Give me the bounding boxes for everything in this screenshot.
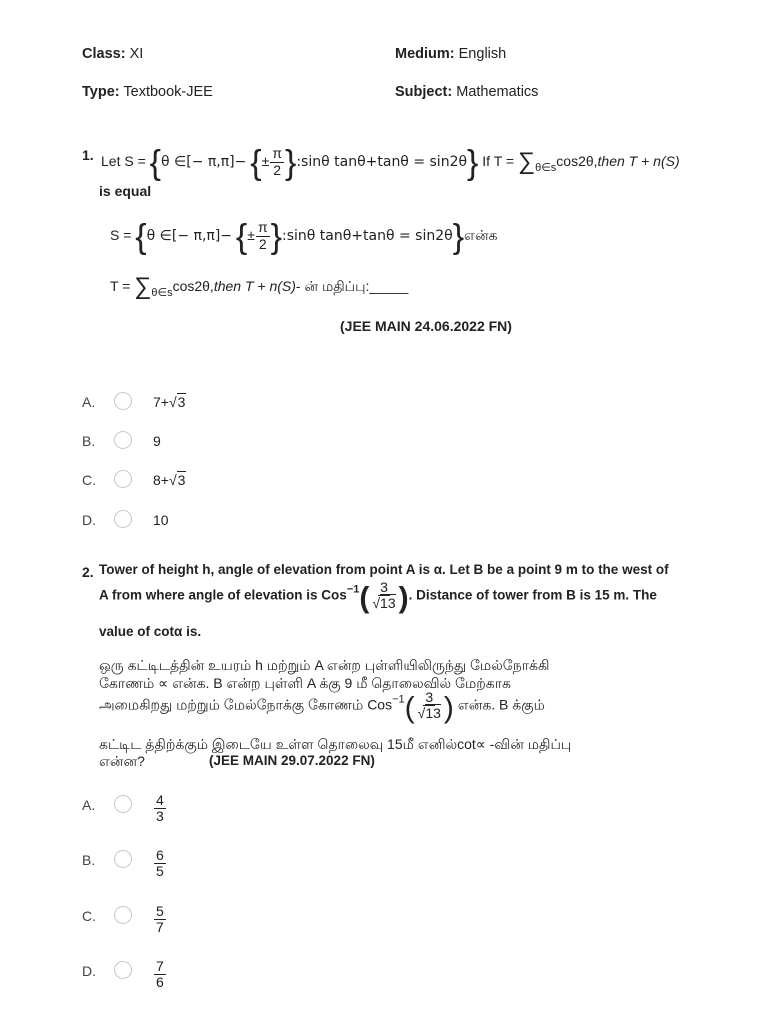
question-2-source: (JEE MAIN 29.07.2022 FN) [209, 753, 375, 768]
open-brace-inner: { [250, 144, 262, 182]
frac-den: 7 [156, 919, 164, 936]
question-1-tamil-line-1 [110, 220, 498, 254]
option-letter: D. [82, 512, 96, 528]
q2-option-c[interactable] [82, 904, 382, 944]
pi-over-2 [270, 146, 284, 178]
q2-cos-text: A from where angle of elevation is Cos [99, 587, 347, 603]
open-brace: { [149, 144, 162, 182]
option-value: 10 [153, 512, 169, 528]
open-brace: { [135, 218, 147, 256]
sigma-symbol: ∑ [134, 273, 152, 300]
question-2-line-3: value of cotα is. [99, 624, 202, 639]
sigma-sub: θ∈s [151, 287, 173, 299]
open-paren: ( [404, 691, 415, 725]
type-value: Textbook-JEE [123, 84, 213, 100]
sigma-sub: θ∈s [535, 162, 557, 174]
q1-condition: :sinθ tanθ+tanθ = sin2θ [296, 154, 468, 170]
question-1-source: (JEE MAIN 24.06.2022 FN) [340, 318, 512, 334]
q1-tamil-t: T = [110, 278, 131, 294]
superscript: −1 [346, 583, 360, 596]
option-letter: C. [82, 908, 96, 924]
option-letter: D. [82, 963, 96, 979]
question-2-line-2 [99, 580, 657, 613]
question-1-tamil-line-2 [110, 273, 408, 301]
radio-button[interactable] [114, 906, 132, 924]
subject-field [395, 84, 538, 100]
option-letter: C. [82, 472, 96, 488]
q1-tamil-s: S = [110, 227, 132, 243]
radio-button[interactable] [114, 431, 132, 449]
option-letter: A. [82, 394, 96, 410]
q1-tamil-set: θ ∈[− π,π]− [146, 228, 233, 244]
question-2-line-1: Tower of height h, angle of elevation from point A is α. Let B be a point 9 m to the west of [99, 562, 669, 577]
sqrt-symbol: √3 [168, 394, 186, 410]
sqrt-radicand: 13 [380, 595, 396, 612]
subject-value: Mathematics [456, 84, 539, 100]
q1-pm: ± [261, 153, 270, 169]
q1-tamil-pm: ± [247, 227, 255, 243]
q2-option-d[interactable] [82, 959, 382, 999]
frac-num: 3 [425, 689, 434, 705]
option-fraction [154, 793, 166, 825]
frac-den: 2 [258, 235, 267, 252]
question-1-statement [101, 146, 680, 180]
radio-button[interactable] [114, 510, 132, 528]
frac-den: √13 [372, 595, 396, 612]
medium-value: English [458, 46, 507, 62]
frac-num: 7 [156, 958, 164, 974]
question-2-tamil-line-1: ஒரு கட்டிடத்தின் உயரம் h மற்றும் A என்ற புள்ளியிலிருந்து மேல்நோக்கி [99, 657, 550, 673]
q1-cos-term: cos2θ, [556, 153, 598, 169]
close-paren: ) [443, 691, 454, 725]
option-value [153, 472, 186, 488]
option-value-text: 7+ [153, 394, 169, 410]
close-brace: } [467, 144, 479, 182]
question-1-number: 1. [82, 147, 94, 163]
q1-tamil-tail: என்க [464, 227, 498, 243]
option-letter: B. [82, 433, 96, 449]
medium-field [395, 46, 506, 62]
q1-let-s: Let S = [101, 153, 146, 169]
medium-label: Medium: [395, 46, 455, 62]
frac-den: 5 [156, 863, 164, 880]
frac-den: 2 [273, 161, 282, 178]
q2-option-b[interactable] [82, 848, 382, 888]
close-brace-inner: } [270, 218, 282, 256]
frac-den: √13 [417, 705, 441, 722]
class-label: Class: [82, 46, 126, 62]
superscript: −1 [392, 693, 405, 706]
close-brace: } [452, 218, 465, 256]
frac-den: 3 [156, 808, 164, 825]
q1-tamil-condition: :sinθ tanθ+tanθ = sin2θ [281, 228, 453, 244]
q1-option-a[interactable] [82, 390, 382, 416]
q1-set: θ ∈[− π,π]− [161, 154, 247, 170]
radio-button[interactable] [114, 850, 132, 868]
q1-tamil-then: then T + n(S) [213, 278, 296, 294]
option-value [153, 394, 186, 410]
q1-option-d[interactable] [82, 508, 382, 534]
option-fraction [154, 959, 166, 991]
question-2-tamil-line-2: கோணம் ∝ என்க. B என்ற புள்ளி A க்கு 9 மீ தொலைவில் மேற்காக [99, 675, 511, 691]
sqrt-radicand: 3 [177, 394, 186, 410]
question-2-number: 2. [82, 564, 94, 580]
frac-num: 3 [380, 579, 388, 595]
radio-button[interactable] [114, 961, 132, 979]
frac-num: 6 [156, 847, 164, 863]
option-value-text: 8+ [153, 472, 169, 488]
option-fraction [154, 848, 166, 880]
pi-over-2 [256, 220, 270, 252]
radio-button[interactable] [114, 470, 132, 488]
open-paren: ( [359, 581, 370, 615]
open-brace-inner: { [235, 218, 248, 256]
q1-if-t: If T = [482, 153, 515, 169]
sqrt-radicand: 13 [425, 705, 441, 722]
q1-option-c[interactable] [82, 468, 382, 494]
subject-label: Subject: [395, 84, 453, 100]
question-2-tamil-line-3 [99, 690, 545, 724]
q2-distance-text: . Distance of tower from B is 15 m. The [408, 587, 657, 603]
option-letter: B. [82, 852, 96, 868]
option-letter: A. [82, 797, 96, 813]
option-value: 9 [153, 433, 161, 449]
type-field [82, 84, 213, 100]
q2-tamil-cos: அமைகிறது மற்றும் மேல்நோக்கு கோணம் Cos [99, 696, 393, 713]
q1-then: then T + n(S) [597, 153, 680, 169]
close-brace-inner: } [284, 144, 297, 182]
q1-option-b[interactable] [82, 429, 382, 455]
class-field [82, 46, 143, 62]
class-value: XI [129, 46, 144, 62]
sqrt-symbol: √3 [168, 472, 186, 488]
q1-tamil-value-blank: - ன் மதிப்பு:_____ [295, 278, 409, 294]
type-label: Type: [82, 84, 120, 100]
frac-num: π [257, 219, 268, 236]
radio-button[interactable] [114, 392, 132, 410]
frac-num: π [272, 145, 282, 162]
fraction [416, 690, 443, 722]
question-1-continuation: is equal [99, 183, 152, 199]
sqrt-radicand: 3 [177, 472, 186, 488]
q2-option-a[interactable] [82, 793, 382, 833]
close-paren: ) [398, 581, 409, 615]
q1-tamil-cos-term: cos2θ, [172, 278, 214, 294]
sigma-symbol: ∑ [517, 148, 536, 175]
question-2-tamil-line-5: என்ன? [99, 753, 145, 769]
frac-num: 5 [156, 903, 164, 919]
question-2-tamil-line-4: கட்டிட த்திற்க்கும் இடையே உள்ள தொலைவு 15மீ எனில்cot∝ -வின் மதிப்பு [99, 736, 572, 752]
fraction [370, 580, 397, 612]
frac-num: 4 [156, 792, 164, 808]
option-fraction [154, 904, 166, 936]
radio-button[interactable] [114, 795, 132, 813]
frac-den: 6 [156, 974, 164, 991]
q2-tamil-tail: என்க. B க்கும் [457, 696, 545, 713]
